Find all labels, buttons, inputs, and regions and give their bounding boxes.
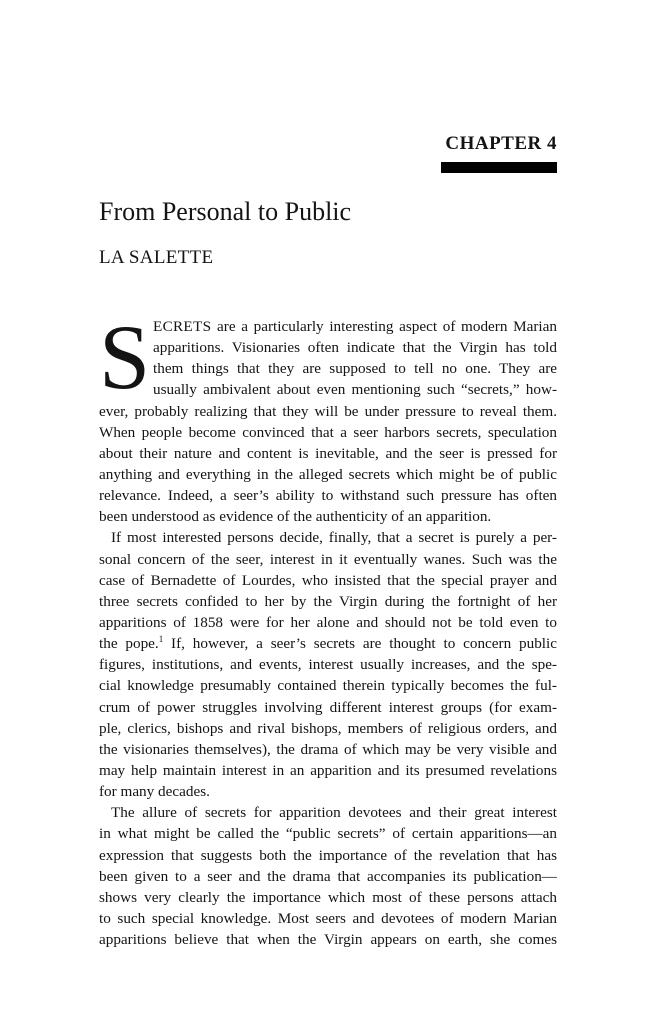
text-segment: the pope.	[99, 635, 159, 653]
text-line	[99, 633, 557, 654]
text-line: sonal concern of the seer, interest in it eventually wanes. Such was the	[99, 550, 557, 568]
text-segment: are a particularly interesting aspect of modern Marian	[211, 318, 557, 335]
text-line: to such special knowledge. Most seers and devotees of modern Marian	[99, 909, 557, 927]
text-line: case of Bernadette of Lourdes, who insisted that the special prayer and	[99, 571, 557, 589]
text-line: relevance. Indeed, a seer’s ability to withstand such pressure has often	[99, 487, 557, 505]
text-line: three secrets confided to her by the Virgin during the fortnight of her	[99, 592, 557, 610]
text-line: expression that suggests both the importance of the revelation that has	[99, 846, 557, 864]
text-line: crum of power struggles involving different interest groups (for exam-	[99, 698, 557, 716]
text-line: apparitions of 1858 were for her alone and should not be told even to	[99, 613, 557, 631]
body-text	[99, 306, 557, 950]
footnote-marker: 1	[158, 634, 164, 645]
drop-cap: S	[99, 306, 151, 408]
chapter-rule	[441, 162, 557, 173]
text-line: ever, probably realizing that they will be under pressure to reveal them.	[99, 402, 557, 420]
text-line: been given to a seer and the drama that accompanies its publication—	[99, 867, 557, 885]
text-line: cial knowledge presumably contained therein typically becomes the ful-	[99, 677, 557, 695]
text-line: usually ambivalent about even mentioning such “secrets,” how-	[153, 381, 557, 399]
section-title: LA SALETTE	[99, 247, 214, 268]
text-line: them things that they are supposed to tell no one. They are	[153, 360, 557, 378]
text-line: for many decades.	[99, 783, 210, 801]
text-line: shows very clearly the importance which most of these persons attach	[99, 888, 557, 906]
first-word-small-caps: ECRETS	[153, 318, 212, 335]
text-line: in what might be called the “public secrets” of certain apparitions—an	[99, 825, 557, 843]
text-line: anything and everything in the alleged secrets which might be of public	[99, 465, 557, 483]
text-line: may help maintain interest in an apparition and its presumed revelations	[99, 761, 557, 779]
text-line: ple, clerics, bishops and rival bishops, members of religious orders, and	[99, 719, 557, 737]
text-line: When people become convinced that a seer harbors secrets, speculation	[99, 423, 557, 441]
text-line: apparitions. Visionaries often indicate that the Virgin has told	[153, 339, 557, 357]
text-segment: If, however, a seer’s secrets are thought to concern public	[163, 635, 557, 653]
text-line: the visionaries themselves), the drama of which may be very visible and	[99, 740, 557, 758]
chapter-title: From Personal to Public	[99, 197, 352, 226]
text-line	[99, 316, 557, 337]
text-line: about their nature and content is inevitable, and the seer is pressed for	[99, 444, 557, 462]
paragraph-start-line: The allure of secrets for apparition devotees and their great interest	[111, 804, 557, 822]
chapter-label: CHAPTER 4	[445, 133, 557, 154]
paragraph-start-line: If most interested persons decide, finally, that a secret is purely a per-	[111, 529, 557, 547]
text-line: figures, institutions, and events, interest usually increases, and the spe-	[99, 656, 557, 674]
text-line: apparitions believe that when the Virgin appears on earth, she comes	[99, 931, 557, 949]
text-line: been understood as evidence of the authenticity of an apparition.	[99, 508, 492, 526]
